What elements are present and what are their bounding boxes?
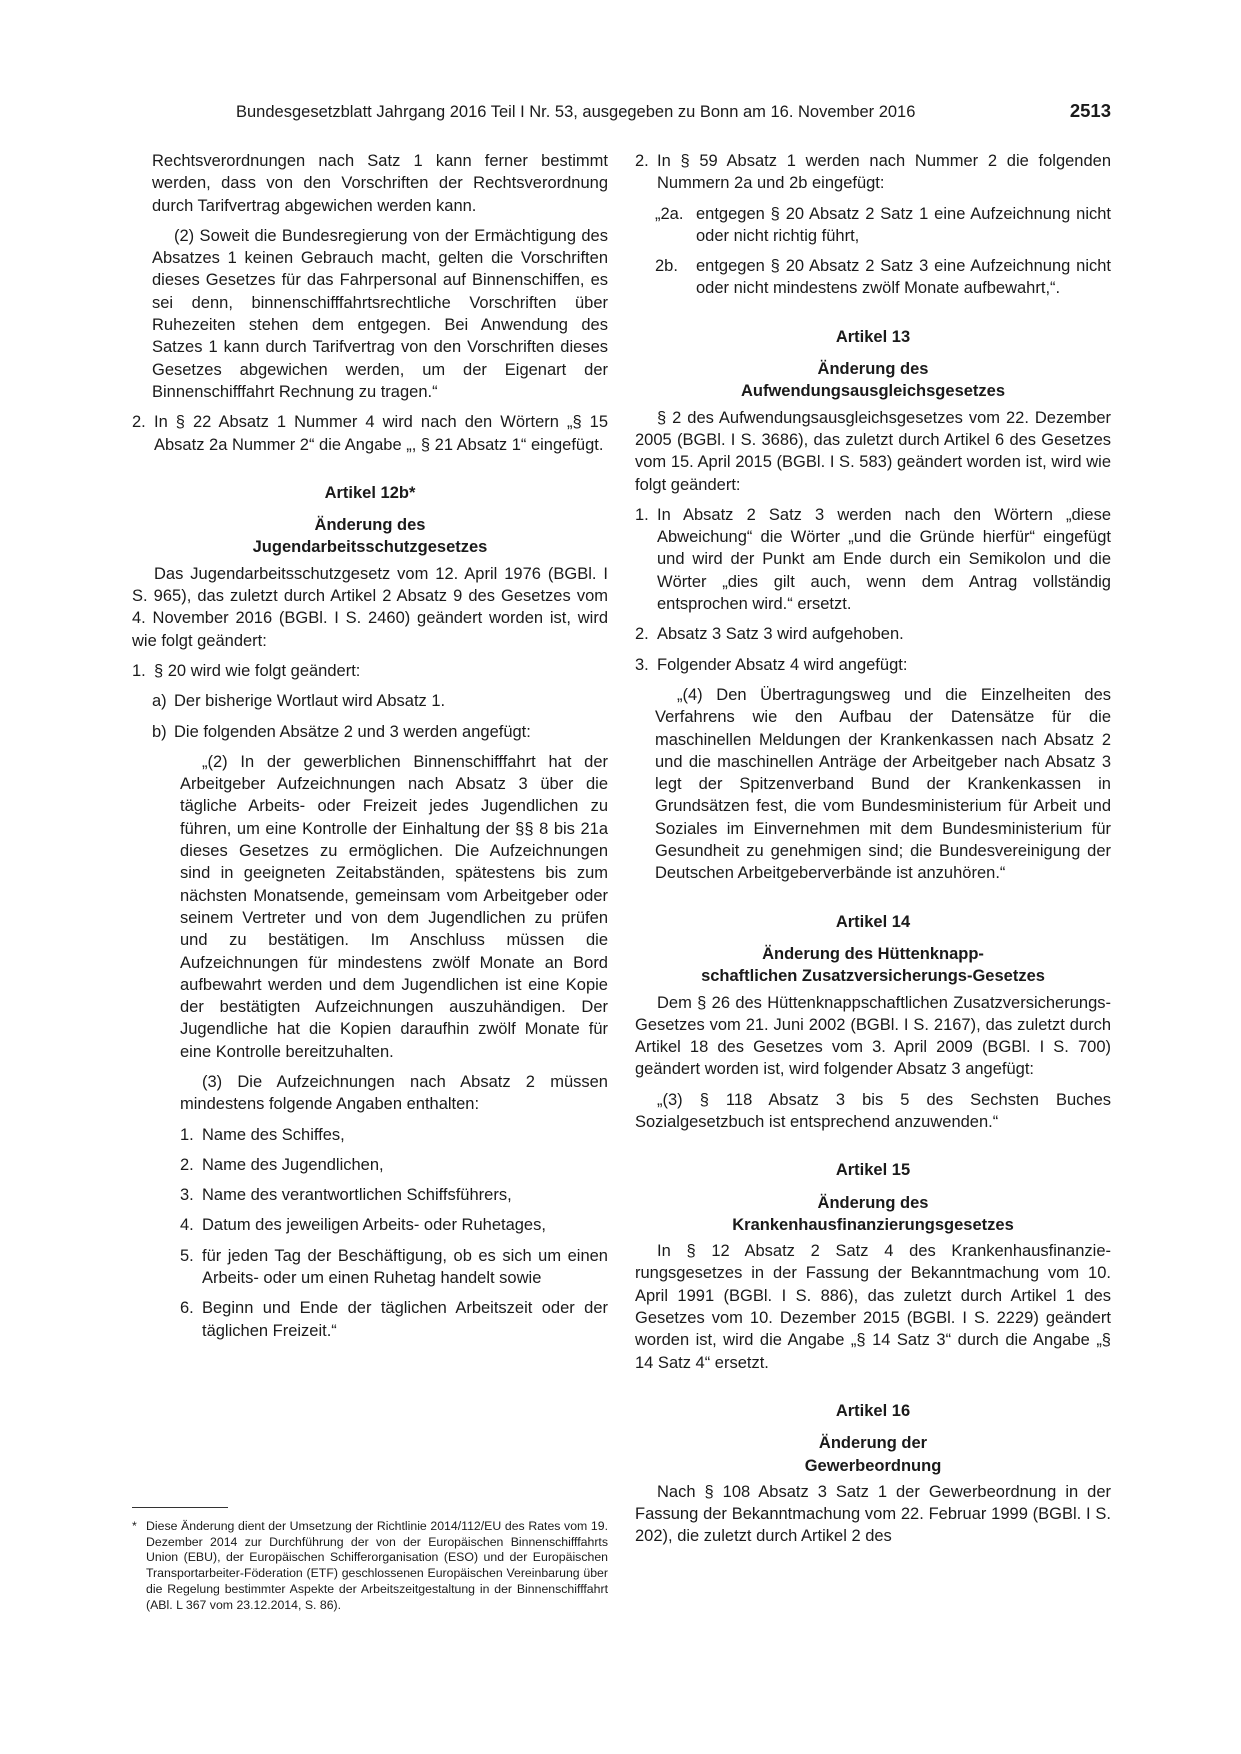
list-item: 2. In § 59 Absatz 1 werden nach Nummer 2 die folgenden Nummern 2a und 2b eingefügt: xyxy=(635,152,1111,193)
list-item: 3. Name des verantwortlichen Schiffsführers, xyxy=(180,1186,512,1205)
left-column xyxy=(132,150,608,1350)
article-text: Nach § 108 Absatz 3 Satz 1 der Gewerbeordnung in der Fassung der Bekanntmachung vom 22. Februar 1999 (BGBl. I S. 202), die zuletzt durch Artikel 2 des xyxy=(635,1482,1111,1546)
list-item: a) Der bisherige Wortlaut wird Absatz 1. xyxy=(152,692,446,711)
quoted-absatz-2: „(2) In der gewerblichen Binnenschifffahrt hat der Arbeitgeber Aufzeichnungen nach Absatz 3 über die tägliche Arbeits- oder Freizeit jedes Jugendlichen zu führen, um eine Kontrolle der Einhaltung der §§ 8 bis 21a dieses Gesetzes zu ermöglichen. Die Aufzeichnungen sind in geeigneten Zeitabständen, spätestens bis zum nächsten Monatsende, gemeinsam vom Arbeitgeber oder seinem Vertreter und von dem Jugendlichen zu prüfen und zu bestätigen. Im Anschluss müssen die Aufzeichnungen für mindestens zwölf Monate an Bord aufbewahrt werden und dem Jugendlichen ist eine Kopie der bestätigten Aufzeichnungen auszuhändigen. Der Jugendliche hat die Kopien daraufhin zwölf Monate für eine Kontrolle bereitzuhalten. xyxy=(180,752,608,1061)
list-item: 2. Name des Jugendlichen, xyxy=(180,1155,384,1174)
article-heading: Artikel 12b* xyxy=(324,483,416,502)
page-header xyxy=(236,100,1111,124)
list-item: b) Die folgenden Absätze 2 und 3 werden angefügt: xyxy=(152,722,531,741)
quoted-absatz-3: „(3) § 118 Absatz 3 bis 5 des Sechsten Buches Sozialgesetzbuch ist entsprechend anzuwenden.“ xyxy=(635,1090,1111,1131)
list-item: „2a. entgegen § 20 Absatz 2 Satz 1 eine Aufzeichnung nicht oder nicht richtig führt, xyxy=(655,204,1111,245)
quoted-absatz-4: „(4) Den Übertragungsweg und die Einzelheiten des Verfahrens wie den Aufbau der Datensätze für die maschinellen Meldungen der Krankenkassen nach Absatz 2 und die maschinellen Anträge der Arbeitgeber nach Absatz 3 legt der Spitzenverband Bund der Krankenkassen in Grundsätzen fest, die vom Bundesministerium für Arbeit und Soziales im Einvernehmen mit dem Bundesministerium für Gesundheit zu genehmigen sind; die Bundesvereinigung der Deutschen Arbeitgeberverbände ist anzuhören.“ xyxy=(655,685,1111,883)
article-text: In § 12 Absatz 2 Satz 4 des Krankenhausfinanzierungsgesetzes in der Fassung der Bekanntmachung vom 10. April 1991 (BGBl. I S. 886), das zuletzt durch Artikel 1 des Gesetzes vom 10. Dezember 2015 (BGBl. I S. 2229) geändert worden ist, wird die Angabe „§ 14 Satz 3“ durch die Angabe „§ 14 Satz 4“ ersetzt. xyxy=(635,1242,1111,1372)
list-item: 6. Beginn und Ende der täglichen Arbeitszeit oder der täglichen Freizeit.“ xyxy=(180,1299,608,1340)
article-title: Änderung der Gewerbeordnung xyxy=(804,1434,942,1475)
article-intro: Das Jugendarbeitsschutzgesetz vom 12. April 1976 (BGBl. I S. 965), das zuletzt durch Artikel 2 Absatz 9 des Gesetzes vom 4. November 2016 (BGBl. I S. 2460) geändert worden ist, wird wie folgt geändert: xyxy=(132,564,608,650)
article-intro: § 2 des Aufwendungsausgleichsgesetzes vom 22. Dezember 2005 (BGBl. I S. 3686), das zuletzt durch Artikel 6 des Gesetzes vom 15. April 2015 (BGBl. I S. 583) geändert worden ist, wird wie folgt geändert: xyxy=(635,408,1111,494)
article-intro: Dem § 26 des Hüttenknappschaftlichen Zusatzversicherungs-Gesetzes vom 21. Juni 2002 (BGBl. I S. 2167), das zuletzt durch Artikel 18 des Gesetzes vom 3. April 2009 (BGBl. I S. 700) geändert worden ist, wird folgender Absatz 3 angefügt: xyxy=(635,993,1111,1079)
list-item: 5. für jeden Tag der Beschäftigung, ob es sich um einen Arbeits- oder um einen Ruhetag handelt sowie xyxy=(180,1246,608,1288)
article-title: Änderung des Jugendarbeitsschutzgesetzes xyxy=(252,516,488,557)
running-title: Bundesgesetzblatt Jahrgang 2016 Teil I Nr. 53, ausgegeben zu Bonn am 16. November 2016 xyxy=(236,103,916,121)
right-column xyxy=(635,150,1111,1556)
footnote-rule xyxy=(132,1507,228,1508)
footnote-text: Diese Änderung dient der Umsetzung der Richtlinie 2014/112/EU des Rates vom 19. Dezember 2014 zur Durchführung der von der Europäischen Binnenschifffahrts Union (EBU), der Europäischen Schifferorganisation (ESO) und der Europäischen Transportarbeiter-Föderation (ETF) geschlossenen Europäischen Vereinbarung über die Regelung bestimmter Aspekte der Arbeitszeitgestaltung in der Binnenschifffahrt (ABl. L 367 vom 23.12.2014, S. 86). xyxy=(146,1519,608,1612)
footnote-marker: * xyxy=(132,1519,137,1533)
list-item: 1. In Absatz 2 Satz 3 werden nach den Wörtern „diese Abweichung“ die Wörter „und die Gründe hierfür“ eingefügt und wird der Punkt am Ende durch ein Semikolon und die Wörter „dies gilt auch, wenn dem Antrag vollständig entsprochen wird.“ ersetzt. xyxy=(635,505,1111,614)
article-heading: Artikel 14 xyxy=(835,912,911,931)
list-item: 1. § 20 wird wie folgt geändert: xyxy=(132,661,361,680)
list-item: 4. Datum des jeweiligen Arbeits- oder Ruhetages, xyxy=(180,1216,546,1235)
article-heading: Artikel 13 xyxy=(835,327,911,346)
list-item: 3. Folgender Absatz 4 wird angefügt: xyxy=(635,655,908,674)
footnote xyxy=(132,1519,608,1613)
enumerated-list xyxy=(132,1124,608,1342)
article-title: Änderung des Krankenhausfinanzierungsgesetzes xyxy=(732,1193,1014,1234)
article-heading: Artikel 16 xyxy=(835,1401,911,1420)
article-heading: Artikel 15 xyxy=(835,1161,911,1180)
list-item: 2. In § 22 Absatz 1 Nummer 4 wird nach den Wörtern „§ 15 Absatz 2a Nummer 2“ die Angabe „, § 21 Absatz 1“ eingefügt. xyxy=(132,413,608,454)
list-item: 2b. entgegen § 20 Absatz 2 Satz 3 eine Aufzeichnung nicht oder nicht mindestens zwölf Monate aufbewahrt,“. xyxy=(655,257,1111,298)
quoted-absatz-3: (3) Die Aufzeichnungen nach Absatz 2 müssen mindestens folgende Angaben enthalten: xyxy=(180,1072,608,1114)
list-item: 2. Absatz 3 Satz 3 wird aufgehoben. xyxy=(635,625,904,644)
page-number: 2513 xyxy=(1069,100,1111,121)
paragraph: Rechtsverordnungen nach Satz 1 kann ferner bestimmt werden, dass von den Vorschriften der Rechtsverordnung durch Tarifvertrag abgewichen werden kann. xyxy=(152,152,608,215)
list-item: 1. Name des Schiffes, xyxy=(180,1125,345,1144)
article-title: Änderung des Hüttenknapp- schaftlichen Zusatzversicherungs-Gesetzes xyxy=(701,944,1045,986)
article-title: Änderung des Aufwendungsausgleichsgesetzes xyxy=(740,360,1006,401)
paragraph-absatz-2: (2) Soweit die Bundesregierung von der Ermächtigung des Absatzes 1 keinen Gebrauch macht, gelten die Vorschriften dieses Gesetzes für das Fahrpersonal auf Binnenschiffen, es sei denn, binnenschifffahrtsrechtliche Vorschriften über Ruhezeiten stehen dem entgegen. Bei Anwendung des Satzes 1 kann durch Tarifvertrag von den Vorschriften dieses Gesetzes abgewichen werden, um der Eigenart der Binnenschifffahrt Rechnung zu tragen.“ xyxy=(152,226,608,401)
